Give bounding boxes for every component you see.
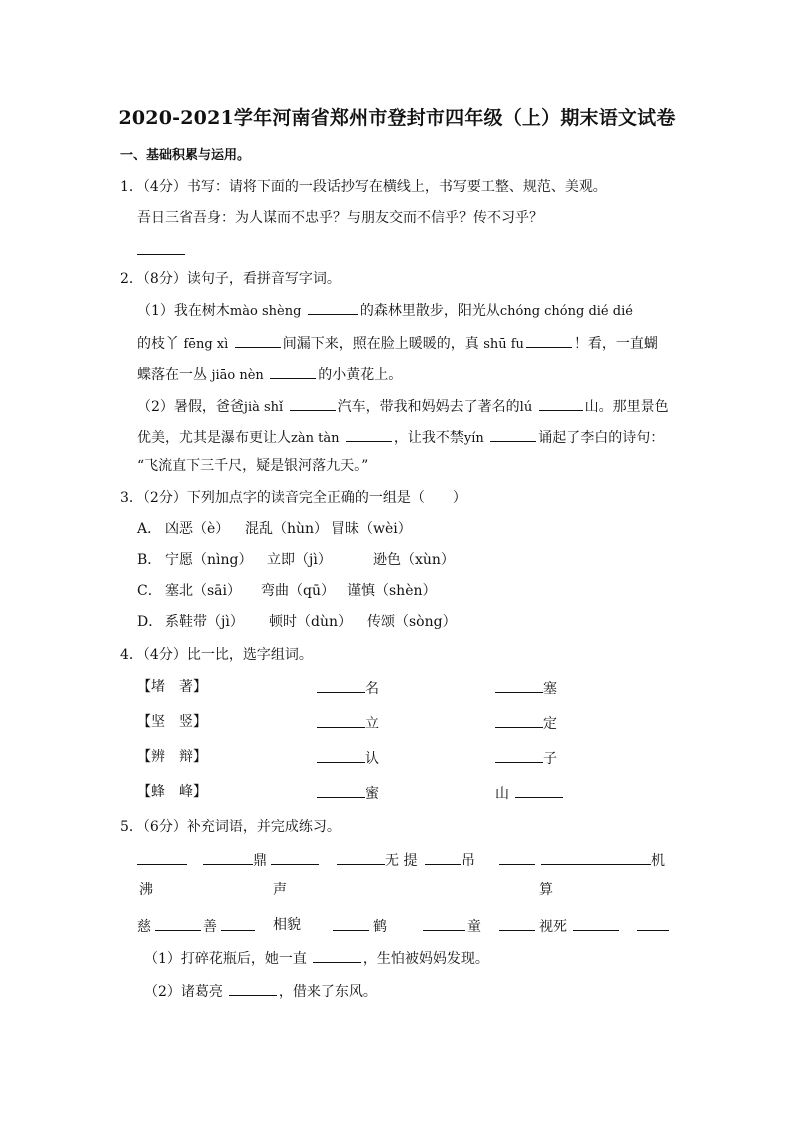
q5-sub-1: （1）打碎花瓶后，她一直 ，生怕被妈妈发现。 (144, 948, 489, 968)
q2-stem: 2．（8分）读句子，看拼音写字词。 (120, 271, 341, 287)
q2-poem: “飞流直下三千尺，疑是银河落九天。” (137, 458, 369, 474)
q4-row: 【堵 著】 名 塞 (137, 679, 557, 697)
blank[interactable] (515, 783, 563, 798)
q2-line-2: 的枝丫 fēng xì 间漏下来，照在脸上暖暖的，真 shū fu ！看，一直蝴 (137, 333, 658, 354)
blank[interactable] (495, 678, 543, 693)
blank[interactable] (499, 850, 535, 865)
blank[interactable] (221, 916, 255, 931)
blank[interactable] (425, 850, 461, 865)
blank[interactable] (317, 748, 365, 763)
blank[interactable] (573, 916, 619, 931)
q5-row-1: 鼎 无 提 吊 机 (137, 850, 677, 870)
blank[interactable] (423, 916, 465, 931)
blank[interactable] (317, 678, 365, 693)
pinyin-lu: lú (519, 400, 533, 415)
q4-row: 【辨 辩】 认 子 (137, 749, 557, 767)
section-heading: 一、基础积累与运用。 (120, 148, 251, 163)
q3-option-d[interactable]: D． 系鞋带（jì） 顿时（dùn） 传颂（sòng） (137, 614, 457, 630)
q4-row: 【坚 竖】 立 定 (137, 714, 557, 732)
q5-row-3: 慈 善 相貌 鹤 童 视死 (137, 916, 677, 936)
pinyin-jiaonen: jiāo nèn (211, 368, 264, 383)
blank[interactable] (539, 396, 583, 411)
q2-line-1: （1）我在树木mào shèng 的森林里散步，阳光从chóng chóng dié dié (137, 300, 633, 321)
pinyin-jiashi: jià shǐ (243, 400, 284, 415)
q5-row-2: 沸 声 算 (139, 882, 553, 898)
q4-row: 【蜂 峰】 蜜 山 (137, 783, 597, 803)
q2-line-5: 优美，尤其是瀑布更让人zàn tàn ，让我不禁yín 诵起了李白的诗句： (137, 427, 664, 448)
pinyin-yin: yín (463, 431, 484, 446)
q5-sub-2: （2）诸葛亮 ，借来了东风。 (144, 981, 377, 1001)
blank[interactable] (155, 916, 201, 931)
blank[interactable] (499, 916, 535, 931)
blank[interactable] (203, 850, 253, 865)
q2-line-4: （2）暑假，爸爸jià shǐ 汽车，带我和妈妈去了著名的lú 山。那里景色 (137, 396, 669, 417)
blank[interactable] (317, 713, 365, 728)
blank[interactable] (333, 916, 369, 931)
q1-answer-blank[interactable] (137, 240, 185, 260)
q3-option-b[interactable]: B． 宁愿（nìng） 立即（jì） 逊色（xùn） (137, 552, 455, 568)
q1-passage: 吾日三省吾身：为人谋而不忠乎？与朋友交而不信乎？传不习乎？ (137, 210, 543, 226)
blank[interactable] (490, 427, 536, 442)
pinyin-chongchongdiedie: chóng chóng dié dié (499, 304, 633, 319)
blank[interactable] (271, 850, 319, 865)
blank[interactable] (313, 948, 361, 963)
q2-line-3: 蝶落在一丛 jiāo nèn 的小黄花上。 (137, 364, 402, 385)
blank[interactable] (137, 850, 187, 865)
q5-stem: 5．（6分）补充词语，并完成练习。 (120, 819, 341, 835)
pinyin-fengxi: fēng xì (183, 337, 229, 352)
blank[interactable] (526, 333, 572, 348)
q3-option-c[interactable]: C． 塞北（sāi） 弯曲（qū） 谨慎（shèn） (137, 583, 437, 599)
blank[interactable] (337, 850, 385, 865)
blank[interactable] (495, 748, 543, 763)
q4-stem: 4．（4分）比一比，选字组词。 (120, 647, 313, 663)
blank[interactable] (346, 427, 392, 442)
q3-option-a[interactable]: A． 凶恶（è） 混乱（hùn） 冒昧（wèi） (137, 521, 412, 537)
blank[interactable] (317, 783, 365, 798)
paper-title: 2020-2021学年河南省郑州市登封市四年级（上）期末语文试卷 (118, 107, 676, 129)
blank[interactable] (270, 364, 316, 379)
blank[interactable] (308, 300, 358, 315)
blank[interactable] (290, 396, 336, 411)
blank[interactable] (229, 981, 277, 996)
blank[interactable] (541, 850, 651, 865)
q3-stem: 3．（2分）下列加点字的读音完全正确的一组是（ ） (120, 490, 467, 506)
pinyin-zantan: zàn tàn (291, 431, 340, 446)
blank[interactable] (495, 713, 543, 728)
blank[interactable] (637, 916, 669, 931)
q1-stem: 1．（4分）书写：请将下面的一段话抄写在横线上，书写要工整、规范、美观。 (120, 179, 607, 195)
blank[interactable] (235, 333, 281, 348)
pinyin-maosheng: mào shèng (229, 304, 302, 319)
pinyin-shufu: shū fu (483, 337, 524, 352)
